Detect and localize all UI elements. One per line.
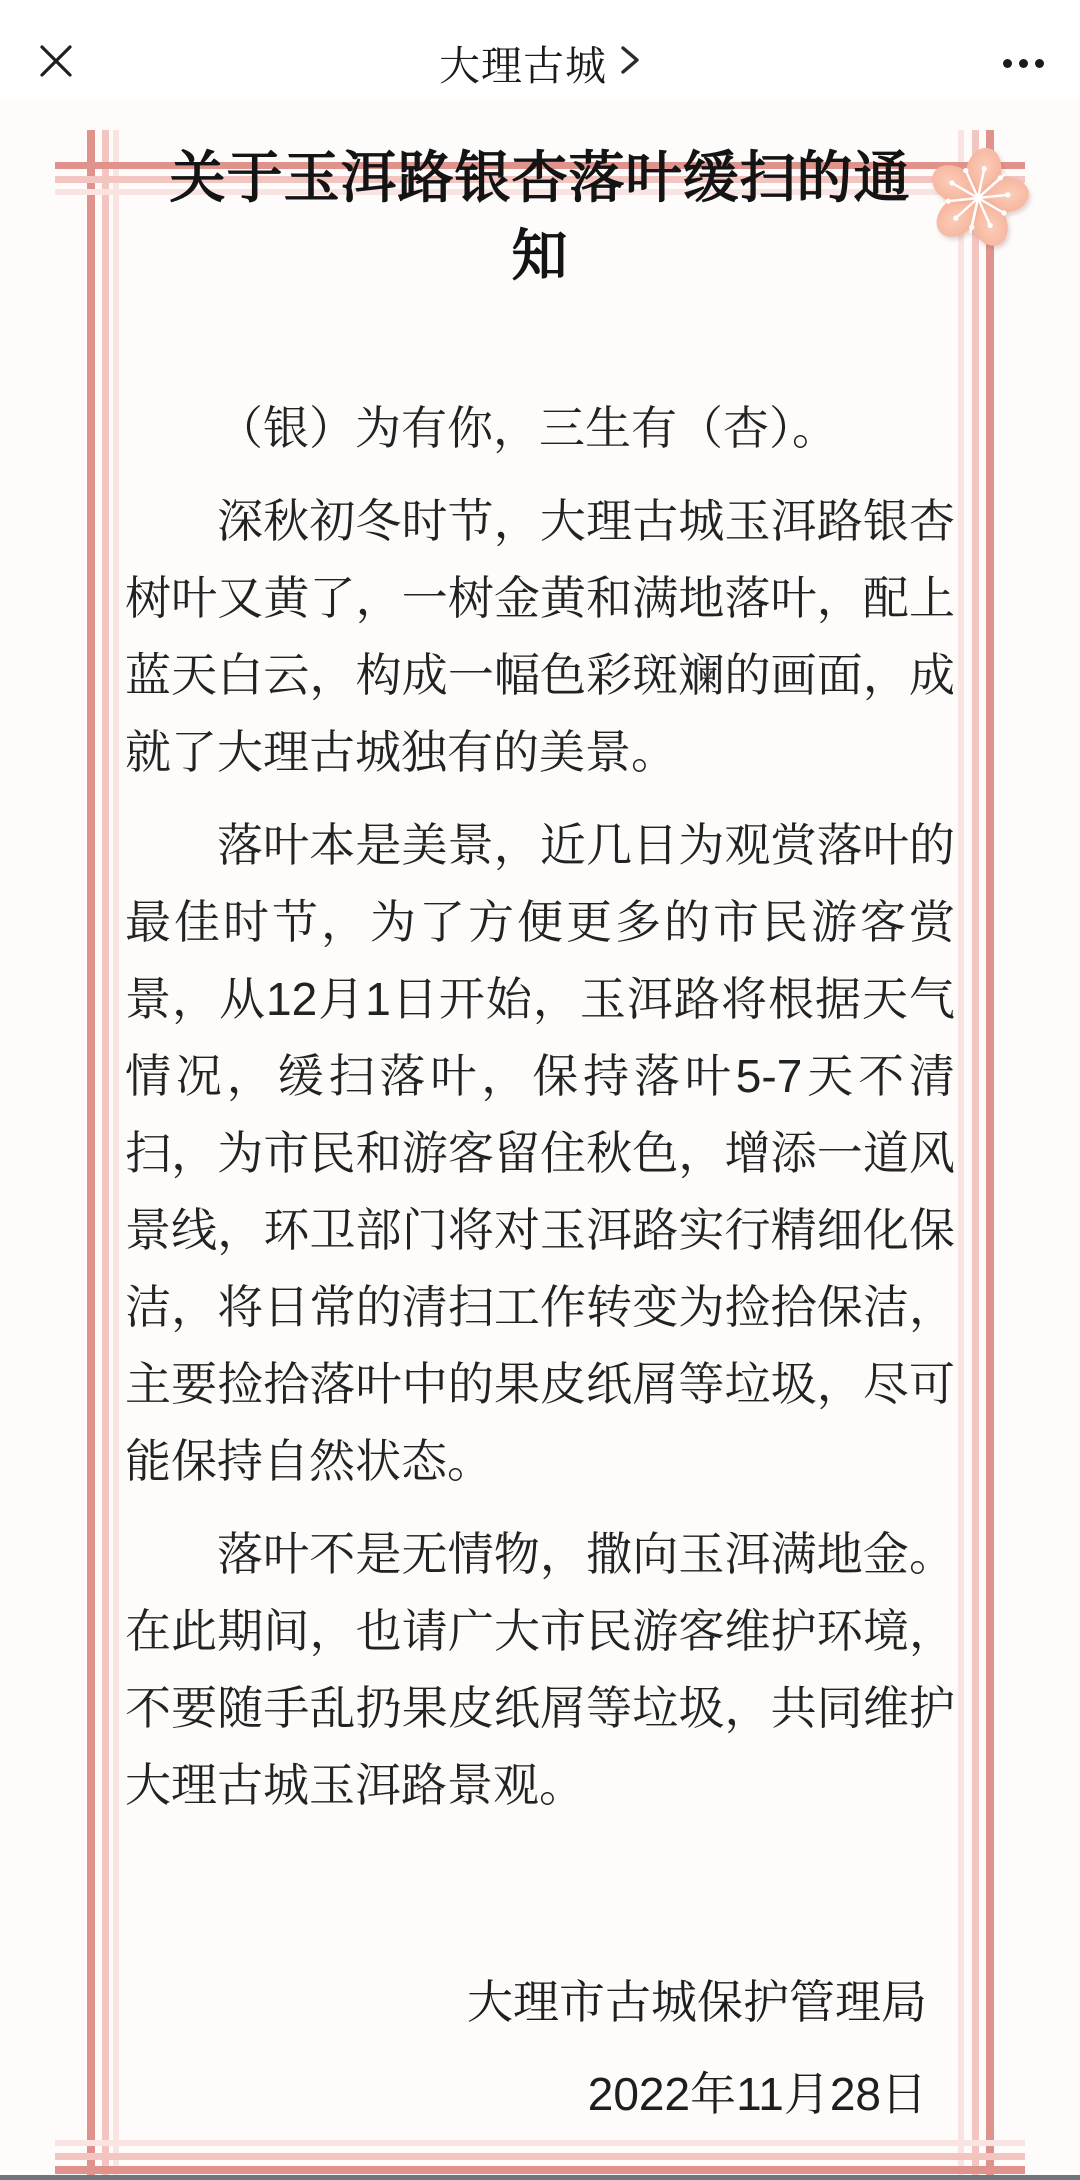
paragraph-3: 落叶本是美景，近几日为观赏落叶的最佳时节，为了方便更多的市民游客赏景，从12月1日开始，玉洱路将根据天气情况，缓扫落叶，保持落叶5-7天不清扫，为市民和游客留住秋色，增添一道风景线，环卫部门将对玉洱路实行精细化保洁，将日常的清扫工作转变为捡拾保洁，主要捡拾落叶中的果皮纸屑等垃圾，尽可能保持自然状态。: [125, 819, 955, 1487]
more-menu-icon: [1003, 59, 1012, 68]
frame-line-bottom-faint: [55, 2140, 1025, 2146]
frame-line-left-faint: [113, 130, 119, 2180]
page-title: 大理古城: [439, 42, 607, 89]
notice-title: 关于玉洱路银杏落叶缓扫的通 知: [169, 146, 911, 287]
close-icon: [36, 41, 76, 86]
more-menu-button[interactable]: [982, 36, 1052, 92]
image-bottom-edge: [0, 2175, 1080, 2180]
frame-line-right-faint: [958, 130, 964, 2180]
frame-line-right-dark: [986, 130, 994, 2180]
frame-line-right-medium: [972, 130, 979, 2180]
app-bar: [0, 0, 1080, 97]
close-button[interactable]: [28, 36, 84, 92]
paragraph-2: 深秋初冬时节，大理古城玉洱路银杏树叶又黄了，一树金黄和满地落叶，配上蓝天白云，构成一幅色彩斑斓的画面，成就了大理古城独有的美景。: [125, 495, 955, 778]
frame-line-left-medium: [102, 130, 109, 2180]
paragraph-4: 落叶不是无情物，撒向玉洱满地金。在此期间，也请广大市民游客维护环境，不要随手乱扔果皮纸屑等垃圾，共同维护大理古城玉洱路景观。: [125, 1528, 955, 1811]
frame-line-left-dark: [87, 130, 95, 2180]
signature-block: [125, 1972, 955, 2124]
notice-content: [125, 139, 955, 2124]
notice-body: [125, 390, 955, 1824]
issue-date: 2022年11月28日: [587, 2068, 927, 2120]
frame-line-bottom-medium: [55, 2153, 1025, 2160]
paragraph-1: （银）为有你，三生有（杏）。: [217, 402, 838, 454]
issuing-authority: 大理市古城保护管理局: [467, 1976, 927, 2028]
frame-line-bottom-dark: [55, 2166, 1025, 2174]
chevron-right-icon: [619, 43, 641, 82]
account-title-link[interactable]: [439, 33, 641, 92]
notice-poster: [0, 97, 1080, 2180]
